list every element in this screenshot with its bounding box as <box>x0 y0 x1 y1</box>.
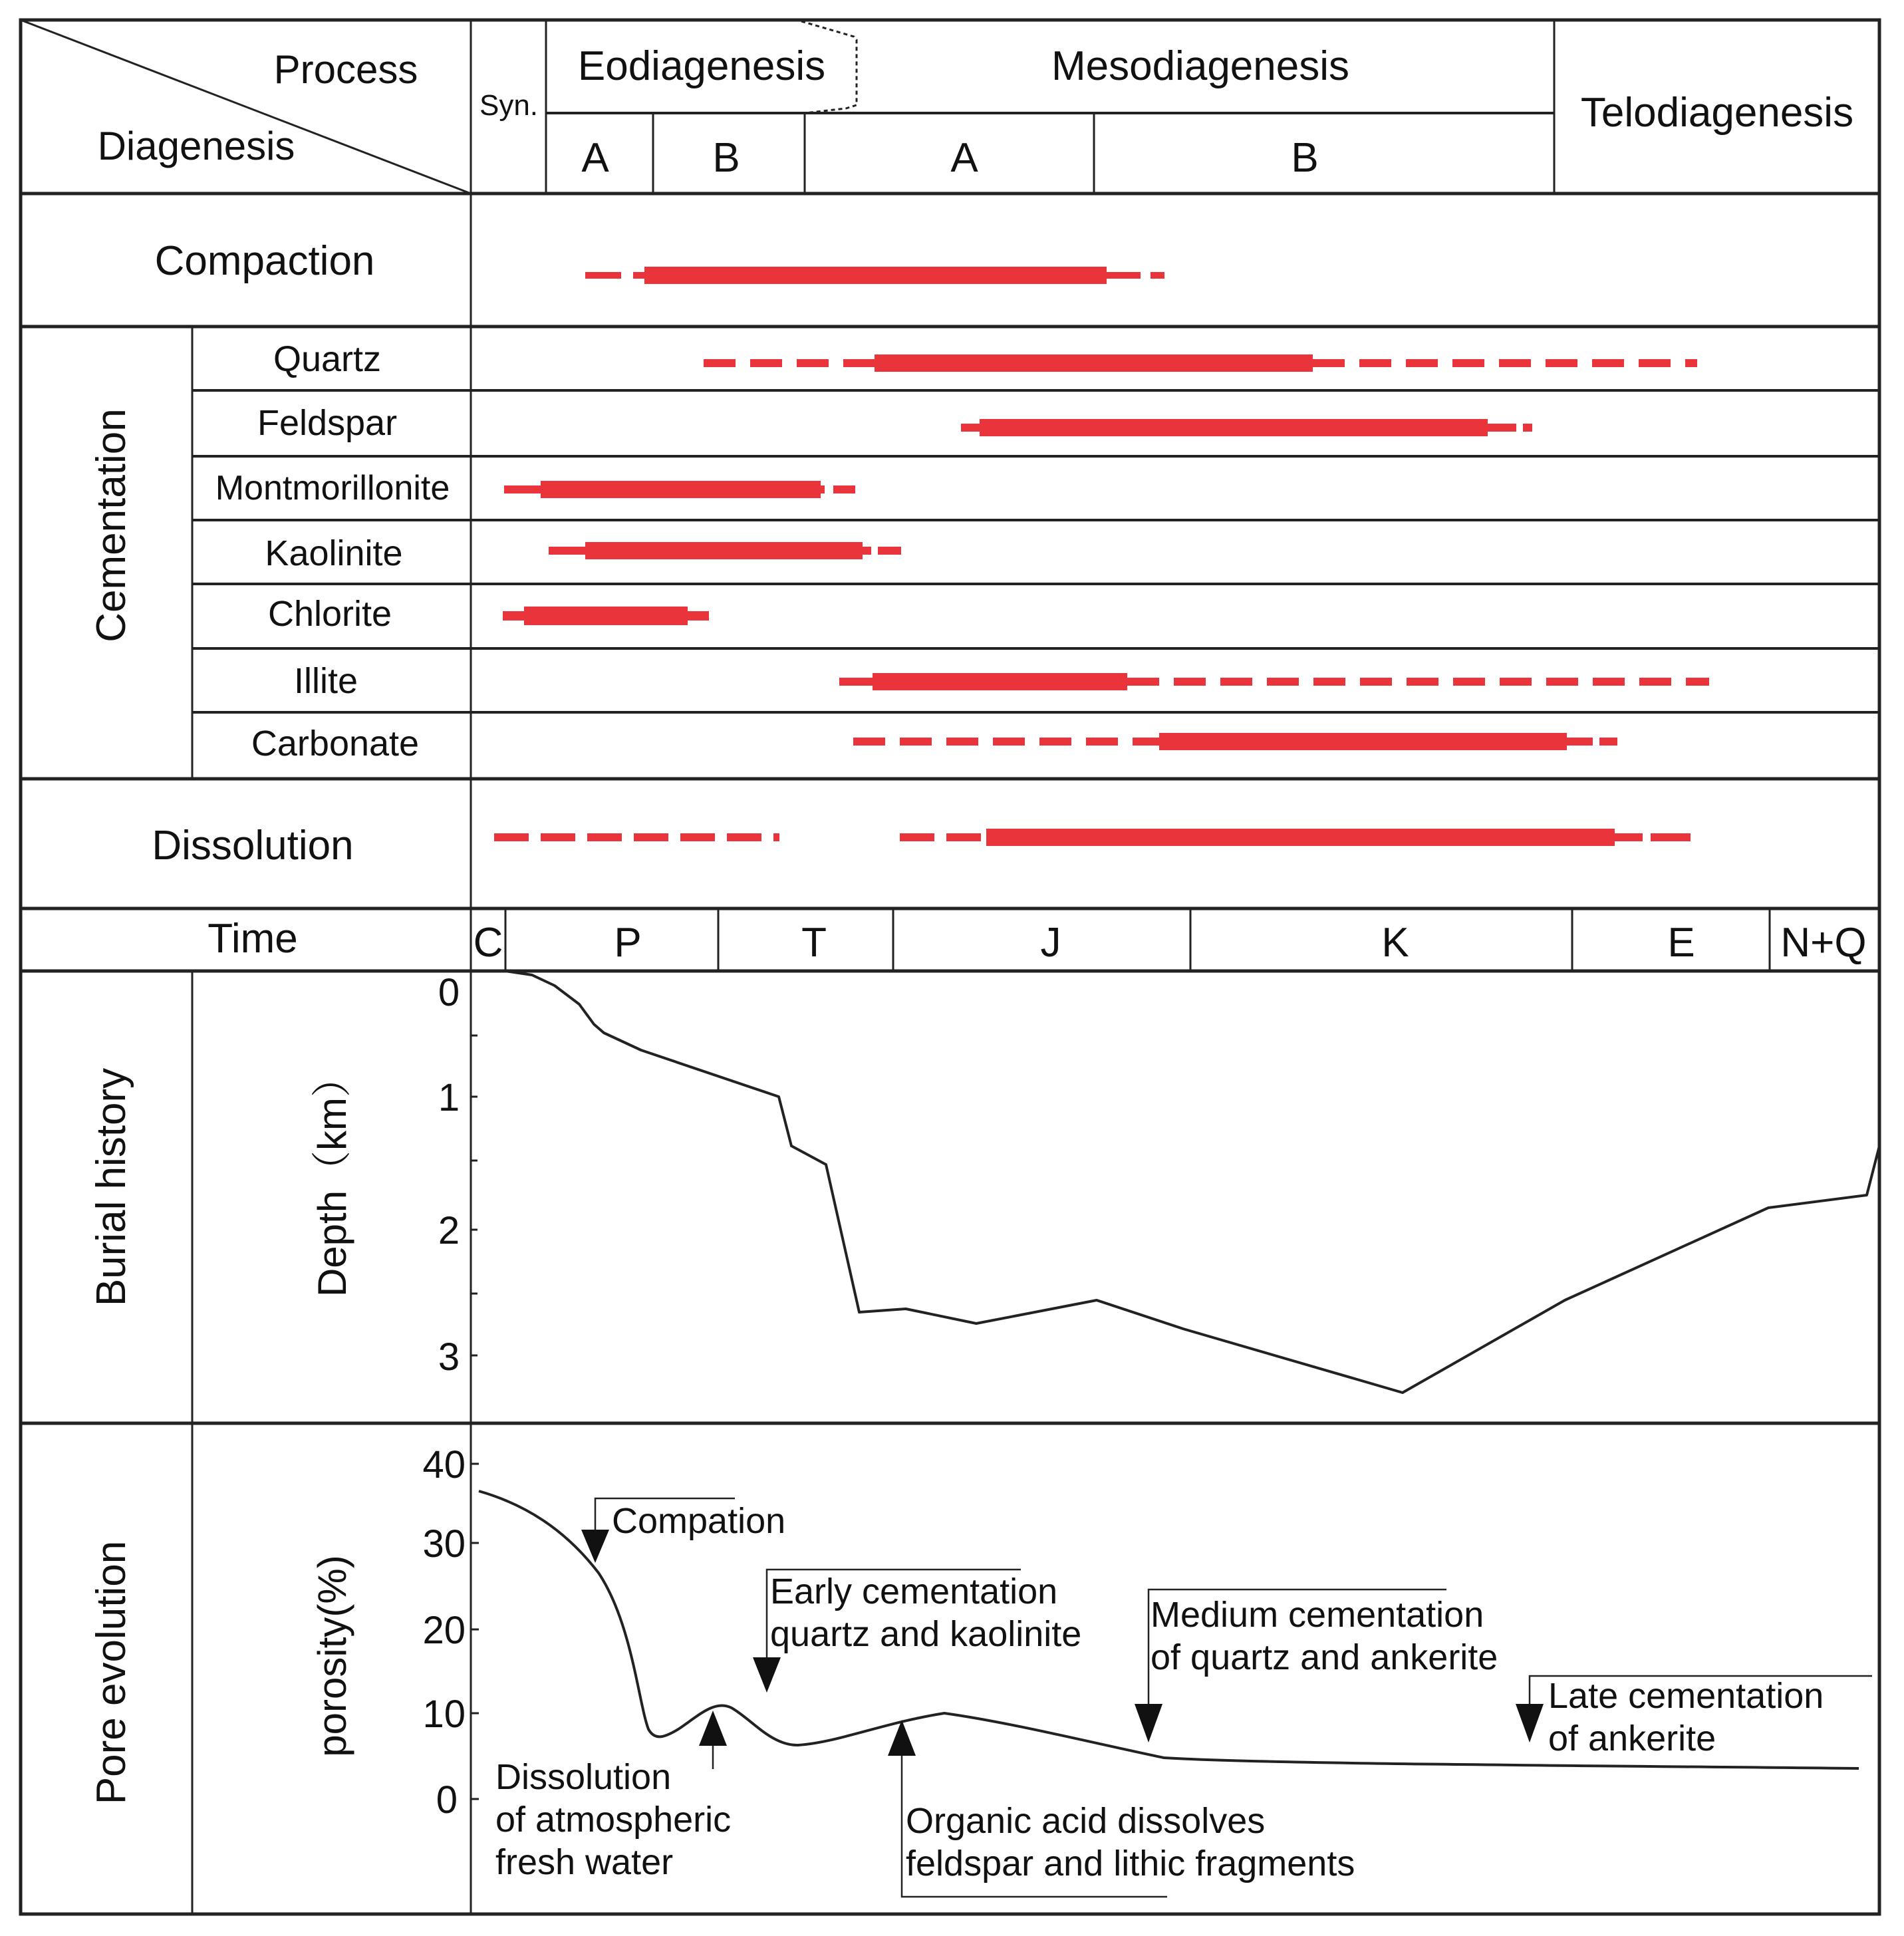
period-c: C <box>473 920 503 966</box>
compaction-label: Compaction <box>154 238 375 284</box>
svg-text:Early cementation: Early cementation <box>770 1572 1058 1611</box>
svg-text:quartz and kaolinite: quartz and kaolinite <box>770 1614 1082 1654</box>
dissolution-label: Dissolution <box>152 823 354 869</box>
telodiagenesis-label: Telodiagenesis <box>1580 90 1854 136</box>
svg-text:fresh water: fresh water <box>495 1842 674 1882</box>
cement-quartz-label: Quartz <box>273 339 382 379</box>
porosity-tick-10: 10 <box>422 1693 466 1736</box>
eodiagenesis-label: Eodiagenesis <box>577 43 826 89</box>
depth-axis-label: Depth（km） <box>310 1057 354 1298</box>
meso-a-label: A <box>950 135 978 181</box>
cement-chlorite-label: Chlorite <box>267 594 392 634</box>
depth-tick-2: 2 <box>438 1209 460 1252</box>
depth-tick-0: 0 <box>438 971 460 1014</box>
time-label: Time <box>207 916 298 962</box>
eo-a-label: A <box>581 135 609 181</box>
svg-text:Compation: Compation <box>612 1501 786 1541</box>
period-k: K <box>1381 920 1409 966</box>
eo-b-label: B <box>712 135 740 181</box>
period-e: E <box>1667 920 1695 966</box>
porosity-tick-20: 20 <box>422 1609 466 1652</box>
period-j: J <box>1040 920 1061 966</box>
svg-text:Organic acid dissolves: Organic acid dissolves <box>906 1801 1266 1841</box>
porosity-axis-label: porosity(%) <box>310 1555 354 1757</box>
porosity-tick-40: 40 <box>422 1443 466 1486</box>
process-label: Process <box>273 47 418 92</box>
burial-history-label: Burial history <box>88 1067 134 1307</box>
depth-tick-1: 1 <box>438 1076 460 1119</box>
period-p: P <box>614 920 642 966</box>
svg-text:of atmospheric: of atmospheric <box>495 1800 732 1840</box>
cementation-label: Cementation <box>88 408 134 642</box>
mesodiagenesis-label: Mesodiagenesis <box>1051 43 1350 89</box>
pore-evolution-label: Pore evolution <box>88 1540 134 1805</box>
period-t: T <box>801 920 827 966</box>
svg-text:of ankerite: of ankerite <box>1548 1719 1716 1758</box>
syn-label: Syn. <box>479 89 539 122</box>
cement-montmorillonite-label: Montmorillonite <box>215 469 450 507</box>
cement-feldspar-label: Feldspar <box>257 403 398 443</box>
svg-text:Dissolution: Dissolution <box>495 1757 672 1797</box>
porosity-tick-0: 0 <box>436 1778 458 1822</box>
svg-text:Medium cementation: Medium cementation <box>1151 1595 1484 1635</box>
period-nq: N+Q <box>1780 920 1867 966</box>
cement-illite-label: Illite <box>293 661 358 701</box>
cement-carbonate-label: Carbonate <box>251 724 420 763</box>
svg-text:feldspar and lithic fragments: feldspar and lithic fragments <box>906 1844 1355 1883</box>
diagenesis-label: Diagenesis <box>97 124 295 168</box>
svg-text:of quartz and ankerite: of quartz and ankerite <box>1151 1637 1498 1677</box>
meso-b-label: B <box>1291 135 1319 181</box>
porosity-tick-30: 30 <box>422 1522 466 1566</box>
cement-kaolinite-label: Kaolinite <box>265 533 403 573</box>
svg-text:Late cementation: Late cementation <box>1548 1676 1824 1716</box>
depth-tick-3: 3 <box>438 1335 460 1379</box>
